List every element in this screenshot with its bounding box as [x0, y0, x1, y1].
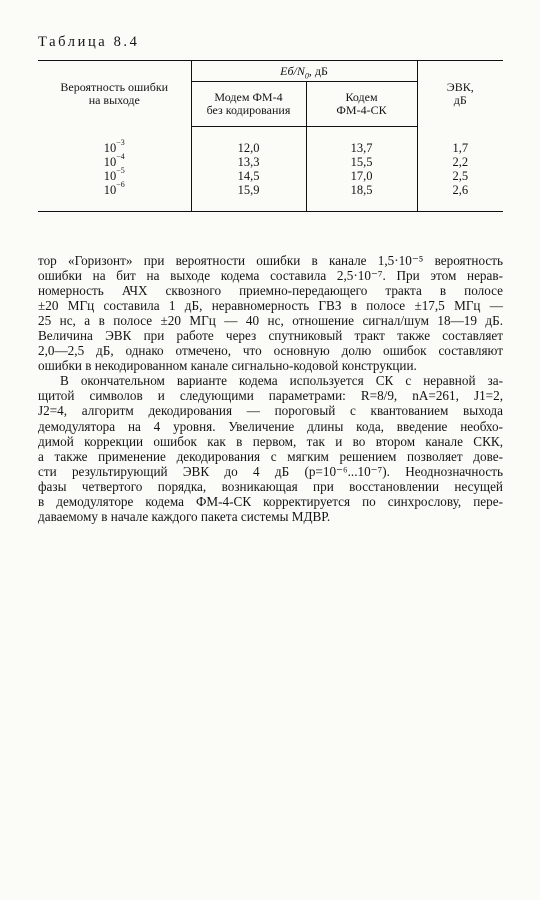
table-row: $10^{-3}$ 12,0 13,7 1,7 [38, 141, 503, 155]
header-eb-n0: $Eб/N_0$, дБ [191, 61, 417, 82]
table-row: $10^{-4}$ 13,3 15,5 2,2 [38, 155, 503, 169]
paragraph-1: тор «Горизонт» при вероятности ошибки в канале 1,5·10⁻⁵ вероятность ошибки на бит на выходе кодема составила 2,5·10⁻⁷. При этом нерав- номерность АЧХ сквозного приемно-передающего тракта в полосе ±20 МГц составила 1 дБ, неравномерность ГВЗ в полосе ±17,5 МГц — 25 нс, а в полосе ±20 МГц — 40 нс, отношение сигнал/шум 18—19 дБ. Величина ЭВК при работе через спутниковый тракт также составляет 2,0—2,5 дБ, однако отмечено, что основную долю ошибок составляют ошибки в некодированном канале сигнально-кодовой конструкции. [38, 252, 503, 374]
header-codec-fm4-sk: Кодем ФМ-4-СК [306, 82, 417, 127]
data-table [38, 60, 503, 212]
header-evk: ЭВК, дБ [417, 61, 503, 127]
header-error-probability: Вероятность ошибки на выходе [38, 61, 191, 127]
page [38, 34, 503, 524]
table-row: $10^{-5}$ 14,5 17,0 2,5 [38, 169, 503, 183]
body-text [38, 253, 503, 525]
header-fm4-modem: Модем ФМ-4 без кодирования [191, 82, 306, 127]
paragraph-2: В окончательном варианте кодема используется СК с неравной за- щитой символов и следующими параметрами: R=8/9, nA=261, J1=2, J2=4, алгоритм декодирования — пороговый с квантованием выхода демодулятора на 4 уровня. Увеличение длины кода, введение необхо- димой коррекции ошибок как в первом, так и во втором канале СКК, а также применение декодирования с мягким решением позволяет дове- сти результирующий ЭВК до 4 дБ (p=10⁻⁶...10⁻⁷). Неоднозначность фазы четвертого порядка, возникающая при восстановлении несущей в демодуляторе кодема ФМ-4-СК корректируется по синхрослову, пере- даваемому в начале каждого пакета системы МДВР. [38, 373, 503, 525]
table-caption: Таблица 8.4 [38, 34, 140, 50]
table-row: $10^{-6}$ 15,9 18,5 2,6 [38, 183, 503, 197]
